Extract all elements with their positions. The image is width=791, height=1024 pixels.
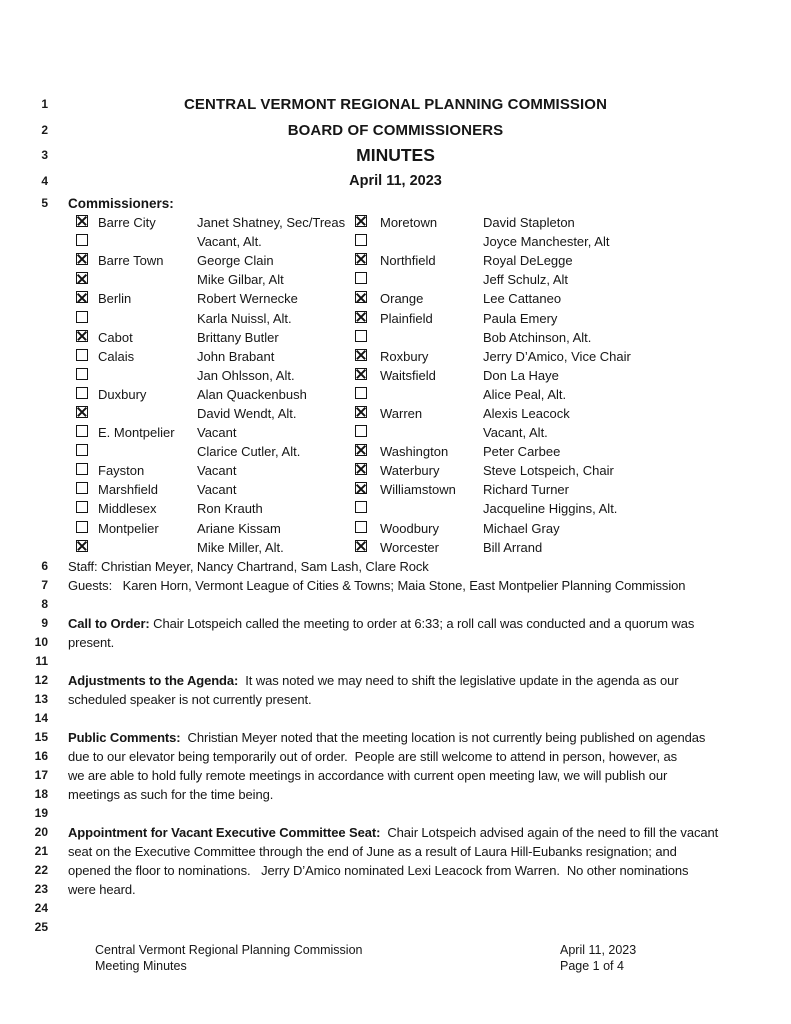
line-text: we are able to hold fully remote meetings in accordance with current open meeting law, we will publish our — [68, 767, 668, 783]
minutes-line-text — [68, 671, 773, 690]
attendance-checkbox[interactable] — [76, 234, 88, 246]
line-number: 7 — [41, 577, 48, 592]
town-name: Barre City — [98, 215, 156, 231]
attendance-checkbox[interactable] — [76, 253, 88, 265]
minutes-line-text — [68, 576, 773, 595]
attendance-checkbox[interactable] — [355, 234, 367, 246]
line-number: 3 — [41, 148, 48, 162]
attendance-checkbox[interactable] — [355, 501, 367, 513]
header-line-3 — [0, 143, 791, 169]
line-number: 23 — [34, 881, 48, 896]
member-name: Ariane Kissam — [197, 520, 281, 536]
line-number: 20 — [34, 824, 48, 839]
line-number: 10 — [34, 634, 48, 649]
town-name: Fayston — [98, 463, 145, 479]
minutes-line-text — [68, 747, 773, 766]
minutes-line-text — [68, 766, 773, 785]
attendance-checkbox[interactable] — [355, 349, 367, 361]
checkbox-cell — [355, 501, 380, 516]
checkbox-cell — [76, 540, 98, 555]
minutes-heading: MINUTES — [356, 145, 435, 165]
line-number: 1 — [41, 97, 48, 111]
minutes-line — [0, 633, 791, 652]
section-title: Appointment for Vacant Executive Committee Seat: — [68, 824, 381, 840]
line-number: 25 — [34, 919, 48, 934]
minutes-line — [0, 709, 791, 728]
town-name: E. Montpelier — [98, 425, 175, 441]
line-text: Christian Meyer noted that the meeting location is not currently being published on agendas — [180, 729, 706, 745]
member-name: Vacant, Alt. — [197, 234, 262, 250]
minutes-line — [0, 785, 791, 804]
attendance-checkbox[interactable] — [76, 349, 88, 361]
town-name: Waitsfield — [380, 367, 436, 383]
line-number: 16 — [34, 748, 48, 763]
attendance-checkbox[interactable] — [76, 521, 88, 533]
footer-left — [95, 942, 791, 974]
attendance-checkbox[interactable] — [355, 444, 367, 456]
line-text: scheduled speaker is not currently present. — [68, 691, 312, 707]
member-name: Jacqueline Higgins, Alt. — [483, 501, 618, 517]
line-number: 9 — [41, 615, 48, 630]
checkbox-cell — [76, 501, 98, 516]
town-name: Waterbury — [380, 463, 440, 479]
member-name: Vacant, Alt. — [483, 425, 548, 441]
minutes-line-text — [68, 861, 773, 880]
town-name: Moretown — [380, 215, 438, 231]
line-text: were heard. — [68, 881, 136, 897]
member-name: Robert Wernecke — [197, 291, 298, 307]
minutes-line — [0, 557, 791, 576]
checkbox-cell — [355, 368, 380, 383]
minutes-line — [0, 823, 791, 842]
attendance-checkbox[interactable] — [355, 463, 367, 475]
attendance-checkbox[interactable] — [355, 482, 367, 494]
checkbox-cell — [355, 540, 380, 555]
line-text: Guests: Karen Horn, Vermont League of Cities & Towns; Maia Stone, East Montpelier Planning Commission — [68, 577, 686, 593]
line-text: Staff: Christian Meyer, Nancy Chartrand, Sam Lash, Clare Rock — [68, 558, 429, 574]
document-subtitle: BOARD OF COMMISSIONERS — [287, 121, 504, 139]
line-text: present. — [68, 634, 115, 650]
attendance-checkbox[interactable] — [76, 272, 88, 284]
minutes-line-text — [68, 785, 773, 804]
member-name: John Brabant — [197, 348, 275, 364]
line-number: 12 — [34, 672, 48, 687]
minutes-line — [0, 842, 791, 861]
checkbox-cell — [76, 234, 98, 249]
minutes-line — [0, 918, 791, 937]
section-title: Public Comments: — [68, 729, 181, 745]
town-name: Plainfield — [380, 310, 433, 326]
town-name: Worcester — [380, 539, 439, 555]
meeting-date: April 11, 2023 — [349, 172, 442, 189]
member-name: Bob Atchinson, Alt. — [483, 329, 592, 345]
member-name: Vacant — [197, 425, 237, 441]
commissioners-label: Commissioners: — [68, 196, 174, 211]
member-name: Alice Peal, Alt. — [483, 386, 567, 402]
checkbox-cell — [355, 349, 380, 364]
member-name: Karla Nuissl, Alt. — [197, 310, 292, 326]
body-lines — [0, 557, 791, 937]
line-number: 24 — [34, 900, 48, 915]
line-text: Chair Lotspeich advised again of the need to fill the vacant — [380, 824, 719, 840]
attendance-checkbox[interactable] — [76, 540, 88, 552]
checkbox-cell — [76, 425, 98, 440]
attendance-checkbox[interactable] — [355, 330, 367, 342]
member-name: Mike Miller, Alt. — [197, 539, 284, 555]
attendance-checkbox[interactable] — [76, 463, 88, 475]
attendance-checkbox[interactable] — [76, 425, 88, 437]
checkbox-cell — [76, 291, 98, 306]
member-name: Brittany Butler — [197, 329, 279, 345]
member-name: Don La Haye — [483, 367, 559, 383]
member-name: Vacant — [197, 463, 237, 479]
footer-doc-type: Meeting Minutes — [95, 959, 187, 973]
line-number: 5 — [41, 196, 48, 210]
minutes-line — [0, 899, 791, 918]
attendance-checkbox[interactable] — [355, 540, 367, 552]
attendance-checkbox[interactable] — [355, 272, 367, 284]
minutes-line — [0, 576, 791, 595]
checkbox-cell — [355, 521, 380, 536]
minutes-line — [0, 671, 791, 690]
checkbox-cell — [355, 387, 380, 402]
attendance-checkbox[interactable] — [355, 406, 367, 418]
checkbox-cell — [76, 330, 98, 345]
town-name: Duxbury — [98, 386, 147, 402]
checkbox-cell — [76, 521, 98, 536]
checkbox-cell — [355, 291, 380, 306]
minutes-line — [0, 614, 791, 633]
member-name: Mike Gilbar, Alt — [197, 272, 284, 288]
footer-page-number: Page 1 of 4 — [560, 959, 624, 973]
member-name: Clarice Cutler, Alt. — [197, 444, 301, 460]
line-number: 2 — [41, 122, 48, 137]
town-name: Washington — [380, 444, 449, 460]
town-name: Warren — [380, 405, 423, 421]
member-name: Paula Emery — [483, 310, 558, 326]
minutes-line — [0, 690, 791, 709]
minutes-line-text — [68, 633, 773, 652]
town-name: Berlin — [98, 291, 132, 307]
attendance-checkbox[interactable] — [355, 253, 367, 265]
line-number: 14 — [34, 710, 48, 725]
town-name: Northfield — [380, 253, 436, 269]
attendance-checkbox[interactable] — [76, 215, 88, 227]
minutes-line — [0, 595, 791, 614]
town-name: Barre Town — [98, 253, 164, 269]
attendance-checkbox[interactable] — [76, 387, 88, 399]
footer-date: April 11, 2023 — [560, 943, 637, 957]
line-number: 13 — [34, 691, 48, 706]
line-number: 4 — [41, 173, 48, 188]
section-title: Adjustments to the Agenda: — [68, 672, 239, 688]
attendance-checkbox[interactable] — [355, 215, 367, 227]
attendance-checkbox[interactable] — [76, 291, 88, 303]
attendance-checkbox[interactable] — [355, 368, 367, 380]
page-footer — [0, 942, 791, 974]
checkbox-cell — [76, 406, 98, 421]
line-text: It was noted we may need to shift the legislative update in the agenda as our — [238, 672, 679, 688]
town-name: Woodbury — [380, 520, 440, 536]
minutes-line — [0, 728, 791, 747]
member-name: David Stapleton — [483, 215, 575, 231]
member-name: Richard Turner — [483, 482, 569, 498]
line-text: meetings as such for the time being. — [68, 786, 274, 802]
header-line-2 — [0, 118, 791, 144]
member-name: Jan Ohlsson, Alt. — [197, 367, 295, 383]
line-text: seat on the Executive Committee through the end of June as a result of Laura Hill-Eubanks resignation; and — [68, 843, 677, 859]
footer-org: Central Vermont Regional Planning Commission — [95, 943, 363, 957]
attendance-checkbox[interactable] — [76, 501, 88, 513]
attendance-checkbox[interactable] — [355, 425, 367, 437]
attendance-checkbox[interactable] — [355, 387, 367, 399]
member-name: Janet Shatney, Sec/Treas — [197, 215, 346, 231]
town-name: Cabot — [98, 329, 133, 345]
line-number: 15 — [34, 729, 48, 744]
line-number: 11 — [35, 653, 48, 668]
member-name: Joyce Manchester, Alt — [483, 234, 610, 250]
town-name: Williamstown — [380, 482, 456, 498]
checkbox-cell — [76, 444, 98, 459]
checkbox-cell — [355, 406, 380, 421]
attendance-checkbox[interactable] — [76, 406, 88, 418]
member-name: Bill Arrand — [483, 539, 543, 555]
checkbox-cell — [355, 215, 380, 230]
checkbox-cell — [355, 425, 380, 440]
attendance-checkbox[interactable] — [355, 291, 367, 303]
member-name: Steve Lotspeich, Chair — [483, 463, 614, 479]
footer-right — [560, 942, 636, 974]
checkbox-cell — [355, 272, 380, 287]
attendance-checkbox[interactable] — [76, 330, 88, 342]
line-number: 22 — [34, 862, 48, 877]
attendance-checkbox[interactable] — [76, 311, 88, 323]
town-name: Marshfield — [98, 482, 158, 498]
line-text: Chair Lotspeich called the meeting to order at 6:33; a roll call was conducted and a quorum was — [149, 615, 695, 631]
minutes-line-text — [68, 880, 773, 899]
member-name: Michael Gray — [483, 520, 560, 536]
member-name: Peter Carbee — [483, 444, 561, 460]
minutes-line-text — [68, 823, 773, 842]
line-text: due to our elevator being temporarily out of order. People are still welcome to attend in person, however, as — [68, 748, 678, 764]
checkbox-cell — [355, 444, 380, 459]
attendance-checkbox[interactable] — [355, 311, 367, 323]
checkbox-cell — [355, 330, 380, 345]
checkbox-cell — [76, 482, 98, 497]
town-name: Roxbury — [380, 348, 429, 364]
minutes-line — [0, 880, 791, 899]
member-name: Jerry D’Amico, Vice Chair — [483, 348, 631, 364]
member-name: Alan Quackenbush — [197, 386, 307, 402]
line-number: 8 — [41, 596, 48, 611]
checkbox-cell — [355, 463, 380, 478]
checkbox-cell — [355, 253, 380, 268]
member-name: David Wendt, Alt. — [197, 405, 297, 421]
town-name: Orange — [380, 291, 424, 307]
minutes-line — [0, 652, 791, 671]
checkbox-cell — [76, 215, 98, 230]
line-number: 19 — [34, 805, 48, 820]
minutes-line-text — [68, 728, 773, 747]
minutes-line — [0, 804, 791, 823]
checkbox-cell — [76, 387, 98, 402]
member-name: Vacant — [197, 482, 237, 498]
attendance-checkbox[interactable] — [76, 444, 88, 456]
minutes-line-text — [68, 557, 773, 576]
member-name: Royal DeLegge — [483, 253, 573, 269]
member-name: Alexis Leacock — [483, 405, 570, 421]
minutes-line — [0, 747, 791, 766]
line-number: 18 — [34, 786, 48, 801]
minutes-line — [0, 861, 791, 880]
line-number: 6 — [41, 558, 48, 573]
minutes-line-text — [68, 690, 773, 709]
town-name: Calais — [98, 348, 135, 364]
line-number: 21 — [34, 843, 48, 858]
checkbox-cell — [76, 463, 98, 478]
section-title: Call to Order: — [68, 615, 150, 631]
line-text: opened the floor to nominations. Jerry D’Amico nominated Lexi Leacock from Warren. No other nominations — [68, 862, 689, 878]
checkbox-cell — [355, 234, 380, 249]
attendance-checkbox[interactable] — [76, 482, 88, 494]
member-name: Ron Krauth — [197, 501, 263, 517]
checkbox-cell — [355, 482, 380, 497]
checkbox-cell — [355, 311, 380, 326]
member-name: George Clain — [197, 253, 274, 269]
minutes-line — [0, 766, 791, 785]
checkbox-cell — [76, 349, 98, 364]
minutes-line-text — [68, 614, 773, 633]
checkbox-cell — [76, 253, 98, 268]
header-line-1 — [0, 92, 791, 118]
town-name: Middlesex — [98, 501, 157, 517]
checkbox-cell — [76, 272, 98, 287]
line-number: 17 — [34, 767, 48, 782]
minutes-line-text — [68, 842, 773, 861]
member-name: Jeff Schulz, Alt — [483, 272, 569, 288]
commissioners-grid — [76, 213, 771, 557]
checkbox-cell — [76, 311, 98, 326]
attendance-checkbox[interactable] — [76, 368, 88, 380]
commissioners-heading-row — [0, 194, 791, 213]
checkbox-cell — [76, 368, 98, 383]
document-title: CENTRAL VERMONT REGIONAL PLANNING COMMISSION — [183, 96, 608, 113]
header-line-4 — [0, 169, 791, 195]
town-name: Montpelier — [98, 520, 159, 536]
member-name: Lee Cattaneo — [483, 291, 562, 307]
attendance-checkbox[interactable] — [355, 521, 367, 533]
